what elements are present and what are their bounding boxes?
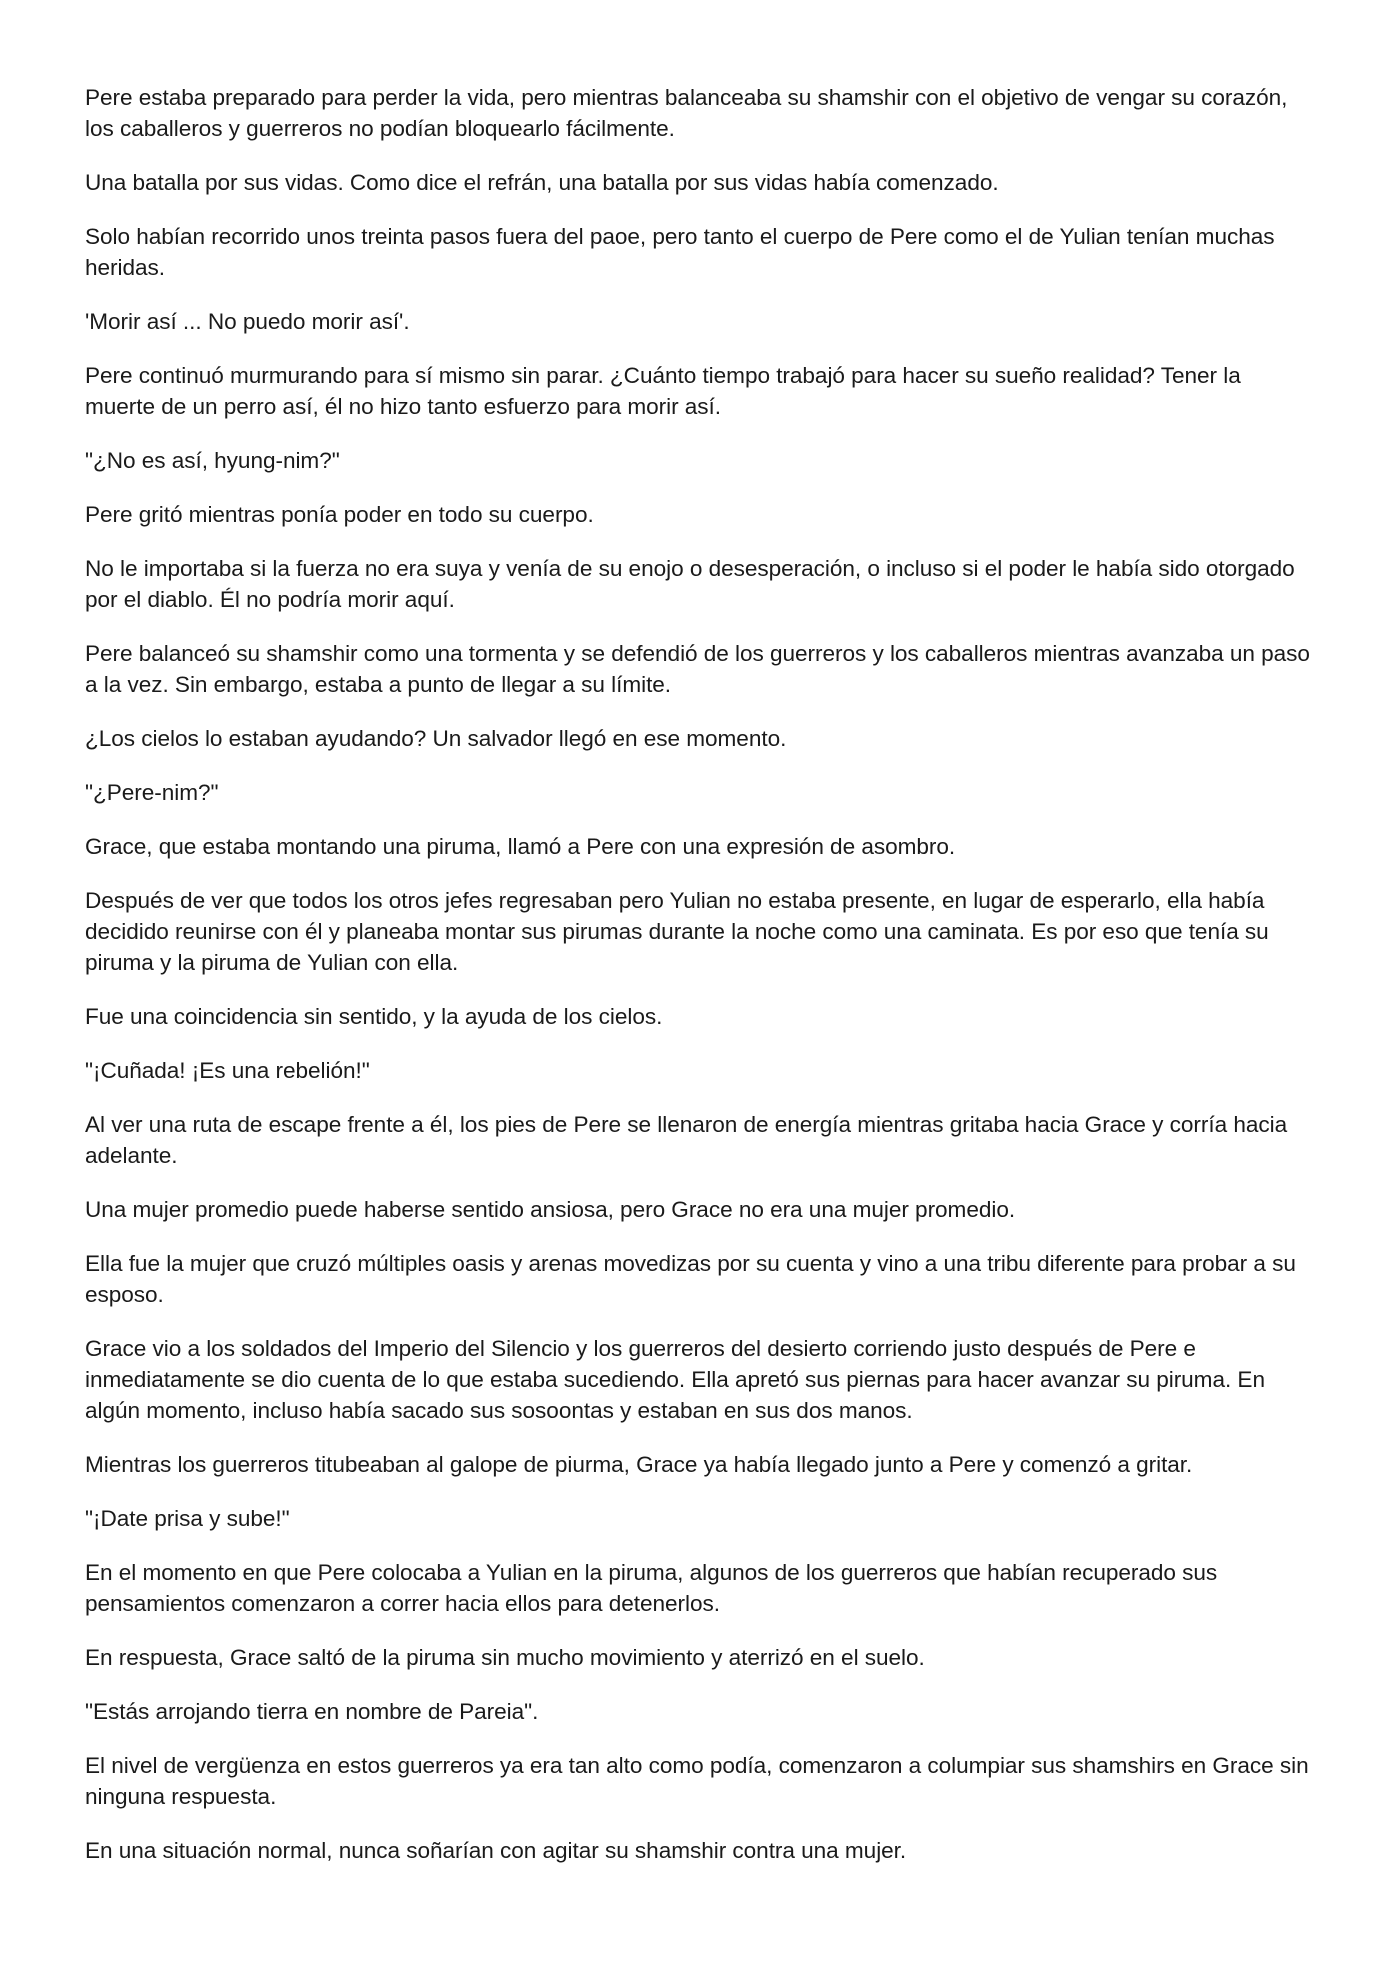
paragraph: Una batalla por sus vidas. Como dice el refrán, una batalla por sus vidas había comenzado. bbox=[85, 170, 999, 195]
paragraph: Pere balanceó su shamshir como una tormenta y se defendió de los guerreros y los caballeros mientras avanzaba un paso a la vez. Sin embargo, estaba a punto de llegar a su límite. bbox=[85, 641, 1310, 697]
paragraph: "¿Pere-nim?" bbox=[85, 780, 219, 805]
paragraph: Mientras los guerreros titubeaban al galope de piurma, Grace ya había llegado junto a Pere y comenzó a gritar. bbox=[85, 1452, 1193, 1477]
paragraph: Solo habían recorrido unos treinta pasos fuera del paoe, pero tanto el cuerpo de Pere como el de Yulian tenían muchas heridas. bbox=[85, 224, 1275, 280]
paragraph: Pere estaba preparado para perder la vida, pero mientras balanceaba su shamshir con el objetivo de vengar su corazón, los caballeros y guerreros no podían bloquearlo fácilmente. bbox=[85, 85, 1288, 141]
paragraph: Pere gritó mientras ponía poder en todo su cuerpo. bbox=[85, 502, 594, 527]
paragraph: Una mujer promedio puede haberse sentido ansiosa, pero Grace no era una mujer promedio. bbox=[85, 1197, 1016, 1222]
paragraph: Ella fue la mujer que cruzó múltiples oasis y arenas movedizas por su cuenta y vino a una tribu diferente para probar a su esposo. bbox=[85, 1251, 1296, 1307]
paragraph: 'Morir así ... No puedo morir así'. bbox=[85, 309, 410, 334]
paragraph: "¡Cuñada! ¡Es una rebelión!" bbox=[85, 1058, 370, 1083]
paragraph: "¿No es así, hyung-nim?" bbox=[85, 448, 340, 473]
paragraph: Al ver una ruta de escape frente a él, los pies de Pere se llenaron de energía mientras gritaba hacia Grace y corría hacia adelante. bbox=[85, 1112, 1288, 1168]
document-body bbox=[85, 82, 1316, 1866]
paragraph: Grace, que estaba montando una piruma, llamó a Pere con una expresión de asombro. bbox=[85, 834, 956, 859]
paragraph: El nivel de vergüenza en estos guerreros ya era tan alto como podía, comenzaron a columpiar sus shamshirs en Grace sin ninguna respuesta. bbox=[85, 1753, 1309, 1809]
paragraph: En una situación normal, nunca soñarían con agitar su shamshir contra una mujer. bbox=[85, 1838, 907, 1863]
paragraph: Después de ver que todos los otros jefes regresaban pero Yulian no estaba presente, en lugar de esperarlo, ella había decidido reunirse con él y planeaba montar sus pirumas durante la noche como una caminata. Es por eso que tenía su piruma y la piruma de Yulian con ella. bbox=[85, 888, 1269, 975]
paragraph: En el momento en que Pere colocaba a Yulian en la piruma, algunos de los guerreros que habían recuperado sus pensamientos comenzaron a correr hacia ellos para detenerlos. bbox=[85, 1560, 1218, 1616]
paragraph: En respuesta, Grace saltó de la piruma sin mucho movimiento y aterrizó en el suelo. bbox=[85, 1645, 925, 1670]
paragraph: ¿Los cielos lo estaban ayudando? Un salvador llegó en ese momento. bbox=[85, 726, 787, 751]
paragraph: No le importaba si la fuerza no era suya y venía de su enojo o desesperación, o incluso si el poder le había sido otorgado por el diablo. Él no podría morir aquí. bbox=[85, 556, 1295, 612]
paragraph: Grace vio a los soldados del Imperio del Silencio y los guerreros del desierto corriendo justo después de Pere e inmediatamente se dio cuenta de lo que estaba sucediendo. Ella apretó sus piernas para hacer avanzar su piruma. En algún momento, incluso había sacado sus sosoontas y estaban en sus dos manos. bbox=[85, 1336, 1265, 1423]
paragraph: Pere continuó murmurando para sí mismo sin parar. ¿Cuánto tiempo trabajó para hacer su sueño realidad? Tener la muerte de un perro así, él no hizo tanto esfuerzo para morir así. bbox=[85, 363, 1241, 419]
paragraph: Fue una coincidencia sin sentido, y la ayuda de los cielos. bbox=[85, 1004, 663, 1029]
paragraph: "Estás arrojando tierra en nombre de Pareia". bbox=[85, 1699, 539, 1724]
paragraph: "¡Date prisa y sube!" bbox=[85, 1506, 290, 1531]
